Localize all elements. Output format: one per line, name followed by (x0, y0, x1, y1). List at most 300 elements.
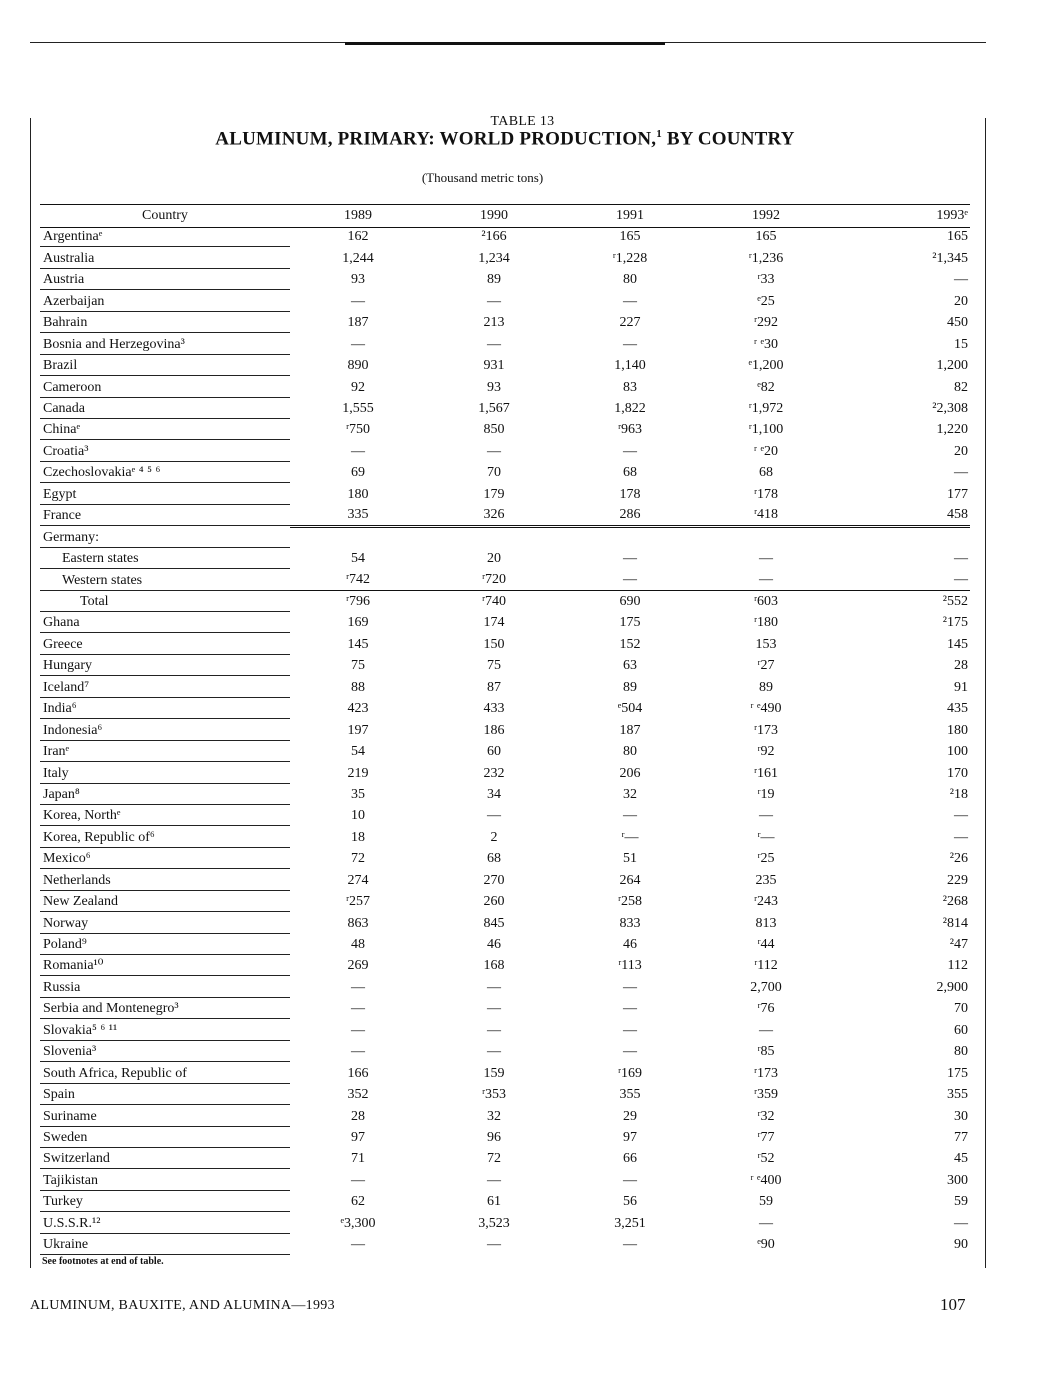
value-cell-1991: 833 (619, 915, 641, 931)
table-row (40, 976, 970, 997)
value-cell-1991: — (623, 293, 637, 309)
country-cell: Korea, Northᵉ (40, 805, 290, 826)
value-cell-1989: 93 (351, 272, 365, 288)
value-cell-1991: ʳ963 (617, 422, 643, 438)
value-cell-1989: 18 (351, 829, 365, 845)
table-title (0, 128, 1010, 150)
country-cell: Russia (40, 976, 290, 997)
country-cell: Slovakia⁵ ⁶ ¹¹ (40, 1019, 290, 1040)
value-cell-1989: 423 (347, 701, 369, 717)
value-cell-1989: 35 (351, 786, 365, 802)
value-cell-1989: 166 (347, 1065, 369, 1081)
country-cell: Indonesia⁶ (40, 719, 290, 740)
value-cell-1993: 165 (947, 229, 968, 245)
value-cell-1991: 89 (623, 679, 637, 695)
value-cell-1991: ʳ— (621, 829, 639, 845)
value-cell-1992: ʳ52 (757, 1151, 775, 1167)
table-row (40, 398, 970, 419)
col-header-1990: 1990 (480, 208, 508, 223)
value-cell-1989: 54 (351, 551, 365, 567)
country-cell: Argentinaᵉ (40, 226, 290, 247)
table-row (40, 569, 970, 590)
top-rule-accent (345, 42, 665, 45)
value-cell-1990: 61 (487, 1194, 501, 1210)
value-cell-1989: 219 (347, 765, 369, 781)
table-row (40, 1234, 970, 1255)
country-cell: New Zealand (40, 891, 290, 912)
value-cell-1989: 97 (351, 1129, 365, 1145)
value-cell-1991: 32 (623, 786, 637, 802)
country-cell: Bahrain (40, 312, 290, 333)
value-cell-1992: ʳ ᵉ400 (750, 1172, 782, 1188)
table-row (40, 440, 970, 461)
value-cell-1993: — (954, 808, 968, 824)
value-cell-1990: 168 (483, 958, 505, 974)
table-body (40, 226, 970, 1255)
value-cell-1993: — (954, 829, 968, 845)
value-cell-1989: 1,555 (342, 400, 374, 416)
value-cell-1991: — (623, 1172, 637, 1188)
value-cell-1993: — (834, 569, 970, 590)
value-cell-1990: 850 (483, 422, 505, 438)
value-cell-1993: 435 (947, 701, 968, 717)
value-cell-1990: 232 (483, 765, 505, 781)
table-row (40, 269, 970, 290)
value-cell-1989: ʳ742 (290, 569, 426, 590)
value-cell-1990: 32 (487, 1108, 501, 1124)
value-cell-1993: 355 (947, 1087, 968, 1103)
title-footnote: 1 (656, 128, 662, 140)
table-row (40, 1084, 970, 1105)
value-cell-1993: ²1,345 (932, 250, 968, 266)
country-cell: Suriname (40, 1105, 290, 1126)
country-cell: Korea, Republic of⁶ (40, 826, 290, 847)
value-cell-1990: 68 (487, 851, 501, 867)
country-cell: Turkey (40, 1191, 290, 1212)
value-cell-1991: — (623, 1022, 637, 1038)
value-cell-1993: 1,220 (936, 422, 968, 438)
value-cell-1992: ʳ ᵉ490 (750, 701, 782, 717)
table-row (40, 419, 970, 440)
value-cell-1989: ᵉ3,300 (340, 1215, 376, 1231)
value-cell-1989: 1,244 (342, 250, 374, 266)
right-margin-rule (985, 118, 986, 1268)
table-row (40, 505, 970, 527)
value-cell-1993: 177 (947, 486, 968, 502)
table-row (40, 805, 970, 826)
value-cell-1993: ²268 (942, 894, 968, 910)
value-cell-1990: 87 (487, 679, 501, 695)
table-row (40, 612, 970, 633)
value-cell-1989: 187 (347, 315, 369, 331)
value-cell-1992: ʳ418 (698, 505, 834, 527)
value-cell-1992: ʳ173 (753, 722, 779, 738)
table-row (40, 741, 970, 762)
value-cell-1992: ʳ33 (757, 272, 775, 288)
value-cell-1993: 70 (954, 1001, 968, 1017)
value-cell-1990: 75 (487, 658, 501, 674)
country-cell: Japan⁸ (40, 784, 290, 805)
value-cell-1992: — (759, 1022, 773, 1038)
value-cell-1989: 352 (347, 1087, 369, 1103)
value-cell-1991: ʳ258 (617, 894, 643, 910)
country-cell: Sweden (40, 1127, 290, 1148)
value-cell-1989: — (351, 1237, 365, 1253)
value-cell-1992: — (759, 1215, 773, 1231)
country-cell: Czechoslovakiaᵉ ⁴ ⁵ ⁶ (40, 462, 290, 483)
value-cell-1990: — (487, 808, 501, 824)
value-cell-1991: 1,140 (614, 358, 646, 374)
value-cell-1993: 77 (954, 1129, 968, 1145)
table-row (40, 998, 970, 1019)
table-row (40, 526, 970, 548)
value-cell-1992: ʳ92 (757, 744, 775, 760)
value-cell-1992: 59 (759, 1194, 773, 1210)
value-cell-1990: — (487, 1237, 501, 1253)
country-cell: U.S.S.R.¹² (40, 1212, 290, 1233)
country-cell: Poland⁹ (40, 934, 290, 955)
country-cell: Cameroon (40, 376, 290, 397)
value-cell-1990: 150 (483, 636, 505, 652)
left-margin-rule (30, 118, 31, 1268)
value-cell-1990: 89 (487, 272, 501, 288)
country-cell: Australia (40, 247, 290, 268)
value-cell-1989: — (351, 443, 365, 459)
value-cell-1992: ʳ27 (757, 658, 775, 674)
value-cell-1989: 71 (351, 1151, 365, 1167)
value-cell-1993: 28 (954, 658, 968, 674)
value-cell-1993: ²26 (949, 851, 968, 867)
value-cell-1989: 54 (351, 744, 365, 760)
value-cell-1993: — (954, 465, 968, 481)
value-cell-1992: 165 (755, 229, 777, 245)
value-cell-1991: ʳ113 (618, 958, 642, 974)
country-cell: Eastern states (40, 548, 290, 569)
table-row (40, 1169, 970, 1190)
col-header-country: Country (142, 208, 188, 223)
value-cell-1991: 286 (562, 505, 698, 527)
value-cell-1993: 60 (954, 1022, 968, 1038)
country-cell: Netherlands (40, 869, 290, 890)
value-cell-1991: — (623, 336, 637, 352)
value-cell-1992: ʳ ᵉ20 (753, 443, 779, 459)
value-cell-1992: 235 (755, 872, 777, 888)
country-cell: Total (40, 591, 290, 612)
value-cell-1992: — (759, 808, 773, 824)
value-cell-1990: — (487, 336, 501, 352)
country-cell: Western states (40, 569, 290, 590)
value-cell-1991: 175 (619, 615, 641, 631)
value-cell-1991: — (623, 808, 637, 824)
value-cell-1989: — (351, 336, 365, 352)
value-cell-1991: — (623, 1237, 637, 1253)
country-cell: India⁶ (40, 698, 290, 719)
value-cell-1992: ʳ243 (753, 894, 779, 910)
value-cell-1991: 51 (623, 851, 637, 867)
table-units: (Thousand metric tons) (421, 170, 544, 185)
value-cell-1992: ʳ112 (754, 958, 778, 974)
value-cell-1993: ²175 (942, 615, 968, 631)
value-cell-1991: 3,251 (614, 1215, 646, 1231)
value-cell-1989 (290, 526, 426, 548)
value-cell-1992: ʳ603 (753, 594, 779, 609)
country-cell: Azerbaijan (40, 290, 290, 311)
value-cell-1990: ²166 (481, 229, 507, 245)
value-cell-1989: 10 (351, 808, 365, 824)
value-cell-1991: ʳ1,228 (612, 250, 648, 266)
country-cell: Mexico⁶ (40, 848, 290, 869)
value-cell-1992: 2,700 (750, 979, 782, 995)
value-cell-1993: 458 (834, 505, 970, 527)
value-cell-1990: 46 (487, 937, 501, 952)
table-header-row (40, 206, 970, 226)
value-cell-1992: ʳ44 (757, 937, 775, 952)
value-cell-1991: 97 (623, 1129, 637, 1145)
value-cell-1990: ʳ720 (426, 569, 562, 590)
table-row (40, 1019, 970, 1040)
value-cell-1990: 3,523 (478, 1215, 510, 1231)
table-row (40, 1191, 970, 1212)
value-cell-1990: ʳ740 (481, 594, 507, 609)
value-cell-1989: 48 (351, 937, 365, 952)
table-row (40, 719, 970, 740)
table-row (40, 676, 970, 697)
value-cell-1990: — (487, 1001, 501, 1017)
value-cell-1991: ʳ169 (617, 1065, 643, 1081)
value-cell-1990: 174 (483, 615, 505, 631)
title-main: ALUMINUM, PRIMARY: WORLD PRODUCTION, (215, 128, 657, 150)
value-cell-1993: ²2,308 (932, 400, 968, 416)
value-cell-1993: 180 (947, 722, 968, 738)
country-cell: Tajikistan (40, 1169, 290, 1190)
value-cell-1991: 355 (619, 1087, 641, 1103)
value-cell-1993: 82 (954, 379, 968, 395)
country-cell: Slovenia³ (40, 1041, 290, 1062)
value-cell-1990: 20 (487, 551, 501, 567)
table-row (40, 1127, 970, 1148)
country-cell: Ghana (40, 612, 290, 633)
value-cell-1991: 690 (619, 594, 641, 609)
country-cell: Serbia and Montenegro³ (40, 998, 290, 1019)
value-cell-1991 (562, 526, 698, 548)
table-row (40, 1062, 970, 1083)
value-cell-1990: 326 (426, 505, 562, 527)
value-cell-1991: — (623, 979, 637, 995)
country-cell: Norway (40, 912, 290, 933)
value-cell-1990: 213 (483, 315, 505, 331)
table-row (40, 247, 970, 268)
value-cell-1993: — (954, 272, 968, 288)
value-cell-1993: 450 (947, 315, 968, 331)
value-cell-1993: ²814 (942, 915, 968, 931)
country-cell: Bosnia and Herzegovina³ (40, 333, 290, 354)
value-cell-1989: — (351, 1044, 365, 1060)
value-cell-1992: ʳ76 (757, 1001, 775, 1017)
value-cell-1990: 93 (487, 379, 501, 395)
table-row (40, 376, 970, 397)
table-row (40, 333, 970, 354)
value-cell-1990 (426, 526, 562, 548)
value-cell-1992: ʳ85 (757, 1044, 775, 1060)
table-row (40, 1212, 970, 1233)
value-cell-1990: — (487, 1172, 501, 1188)
value-cell-1993: 2,900 (936, 979, 968, 995)
table-row (40, 548, 970, 569)
value-cell-1992 (698, 526, 834, 548)
value-cell-1990: 179 (483, 486, 505, 502)
value-cell-1992: ʳ77 (757, 1129, 775, 1145)
table-row (40, 848, 970, 869)
value-cell-1993: 1,200 (936, 358, 968, 374)
title-suffix: BY COUNTRY (666, 128, 795, 150)
table-row (40, 826, 970, 847)
value-cell-1989: 169 (347, 615, 369, 631)
value-cell-1990: — (487, 1044, 501, 1060)
country-cell: Iceland⁷ (40, 676, 290, 697)
value-cell-1993: — (954, 551, 968, 567)
value-cell-1992: 813 (755, 915, 777, 931)
table-row (40, 483, 970, 504)
value-cell-1993: 45 (954, 1151, 968, 1167)
table-row (40, 633, 970, 654)
value-cell-1993: 145 (947, 636, 968, 652)
value-cell-1993: ²47 (949, 937, 968, 952)
value-cell-1989: 145 (347, 636, 369, 652)
value-cell-1990: — (487, 979, 501, 995)
value-cell-1993: 20 (954, 293, 968, 309)
col-header-1992: 1992 (752, 208, 780, 223)
value-cell-1990: 433 (483, 701, 505, 717)
value-cell-1990: 270 (483, 872, 505, 888)
table-row (40, 1041, 970, 1062)
value-cell-1992: — (698, 569, 834, 590)
value-cell-1990: 1,567 (478, 400, 510, 416)
value-cell-1992: 68 (759, 465, 773, 481)
value-cell-1991: 56 (623, 1194, 637, 1210)
value-cell-1989: 92 (351, 379, 365, 395)
value-cell-1989: 269 (347, 958, 369, 974)
value-cell-1990: 931 (483, 358, 505, 374)
value-cell-1993: 20 (954, 443, 968, 459)
value-cell-1992: ʳ— (757, 829, 775, 845)
table-row (40, 226, 970, 247)
table-row (40, 955, 970, 976)
country-cell: South Africa, Republic of (40, 1062, 290, 1083)
value-cell-1989: — (351, 293, 365, 309)
country-cell: Chinaᵉ (40, 419, 290, 440)
value-cell-1989: 197 (347, 722, 369, 738)
value-cell-1989: — (351, 979, 365, 995)
value-cell-1989: ʳ796 (345, 594, 371, 609)
value-cell-1990: — (487, 293, 501, 309)
value-cell-1992: ʳ178 (753, 486, 779, 502)
value-cell-1993: 175 (947, 1065, 968, 1081)
value-cell-1991: 80 (623, 744, 637, 760)
footer-title: ALUMINUM, BAUXITE, AND ALUMINA—1993 (30, 1298, 335, 1313)
value-cell-1989: 62 (351, 1194, 365, 1210)
country-cell: Germany: (40, 526, 290, 548)
value-cell-1991: 46 (623, 937, 637, 952)
value-cell-1989: 180 (347, 486, 369, 502)
value-cell-1990: ʳ353 (481, 1087, 507, 1103)
value-cell-1992: ʳ ᵉ30 (753, 336, 779, 352)
value-cell-1991: — (623, 443, 637, 459)
value-cell-1991: 227 (619, 315, 641, 331)
value-cell-1990: — (487, 443, 501, 459)
value-cell-1993: 90 (954, 1237, 968, 1253)
country-cell: Canada (40, 398, 290, 419)
value-cell-1990: 34 (487, 786, 501, 802)
value-cell-1992: ᵉ82 (757, 379, 775, 395)
footnote-reference: See footnotes at end of table. (42, 1256, 164, 1267)
value-cell-1992: ʳ180 (753, 615, 779, 631)
value-cell-1991: — (623, 551, 637, 567)
value-cell-1993 (834, 526, 970, 548)
value-cell-1993: 100 (947, 744, 968, 760)
value-cell-1990: 1,234 (478, 250, 510, 266)
value-cell-1993: 300 (947, 1172, 968, 1188)
country-cell: Croatia³ (40, 440, 290, 461)
table-row (40, 355, 970, 376)
value-cell-1990: — (487, 1022, 501, 1038)
country-cell: Hungary (40, 655, 290, 676)
value-cell-1990: 159 (483, 1065, 505, 1081)
value-cell-1991: 187 (619, 722, 641, 738)
value-cell-1990: 96 (487, 1129, 501, 1145)
table-row (40, 462, 970, 483)
value-cell-1993: 229 (947, 872, 968, 888)
value-cell-1993: ²552 (942, 594, 968, 609)
value-cell-1993: ²18 (949, 786, 968, 802)
value-cell-1992: ᵉ1,200 (748, 358, 784, 374)
value-cell-1989: 162 (347, 229, 369, 245)
value-cell-1989: 335 (290, 505, 426, 527)
value-cell-1991: 80 (623, 272, 637, 288)
col-header-1993: 1993ᵉ (936, 208, 968, 223)
value-cell-1991: ᵉ504 (617, 701, 643, 717)
table-row (40, 784, 970, 805)
table-row (40, 290, 970, 311)
value-cell-1993: 15 (954, 336, 968, 352)
value-cell-1993: 91 (954, 679, 968, 695)
value-cell-1993: 112 (947, 958, 968, 974)
country-cell: Italy (40, 762, 290, 783)
value-cell-1992: ʳ1,236 (748, 250, 784, 266)
value-cell-1992: ʳ1,972 (748, 400, 784, 416)
value-cell-1989: 863 (347, 915, 369, 931)
table-row (40, 762, 970, 783)
value-cell-1991: 63 (623, 658, 637, 674)
table-row (40, 1148, 970, 1169)
table-row (40, 934, 970, 955)
value-cell-1989: 274 (347, 872, 369, 888)
value-cell-1992: ʳ161 (753, 765, 779, 781)
value-cell-1991: — (562, 569, 698, 590)
value-cell-1992: 153 (755, 636, 777, 652)
value-cell-1993: 59 (954, 1194, 968, 1210)
country-cell: Austria (40, 269, 290, 290)
value-cell-1989: 890 (347, 358, 369, 374)
value-cell-1991: 68 (623, 465, 637, 481)
value-cell-1991: — (623, 1044, 637, 1060)
value-cell-1991: 1,822 (614, 400, 646, 416)
table-row (40, 891, 970, 912)
value-cell-1992: ʳ359 (753, 1087, 779, 1103)
page-number: 107 (940, 1295, 966, 1314)
table-row (40, 1105, 970, 1126)
country-cell: Switzerland (40, 1148, 290, 1169)
value-cell-1993: 80 (954, 1044, 968, 1060)
